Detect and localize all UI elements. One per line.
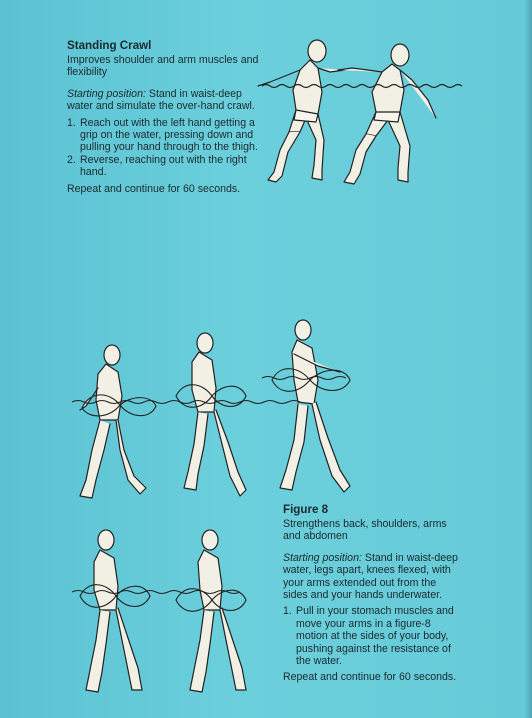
figure8-step-1 [283,605,463,667]
step-number: 1. [67,116,76,129]
figure8-start [283,552,463,602]
figure8-title: Figure 8 [283,503,329,516]
standing-crawl-start [67,88,267,113]
crawl-water-line [262,85,462,88]
figure8-steps [283,605,463,667]
standing-crawl-start-label: Starting position: [67,87,146,100]
figure8-start-text: Stand in waist-deep water, legs apart, knees flexed, with your arms extended out from the sides and your hands underwater. [283,551,458,602]
figure8-person-3 [280,320,350,492]
figure8-person-1 [80,345,146,498]
standing-crawl-step-2 [67,154,267,179]
standing-crawl-title: Standing Crawl [67,39,152,52]
step-text: Reverse, reaching out with the right hand. [80,153,247,179]
step-number: 1. [283,605,292,618]
step-text: Pull in your stomach muscles and move your arms in a figure-8 motion at the sides of your body, pushing against the resistance of the water. [296,605,454,668]
standing-crawl-step-1 [67,117,267,154]
figure8-subtitle: Strengthens back, shoulders, arms and abdomen [283,518,447,543]
standing-crawl-start-text: Stand in waist-deep water and simulate the over-hand crawl. [67,87,255,113]
standing-crawl-section [67,39,267,195]
crawl-figure-right [338,44,436,184]
crawl-figure-left [258,40,345,182]
figure8-start-label: Starting position: [283,551,362,564]
standing-crawl-repeat: Repeat and continue for 60 seconds. [67,182,241,195]
figure8-repeat: Repeat and continue for 60 seconds. [283,671,457,684]
figure8-person-4 [86,530,142,692]
standing-crawl-steps [67,117,267,179]
figure8-person-2 [184,333,246,496]
figure8-section [283,503,463,684]
step-text: Reach out with the left hand getting a grip on the water, pressing down and pulling your hand through to the thigh. [80,116,258,154]
standing-crawl-subtitle: Improves shoulder and arm muscles and flexibility [67,54,259,79]
step-number: 2. [67,153,76,166]
